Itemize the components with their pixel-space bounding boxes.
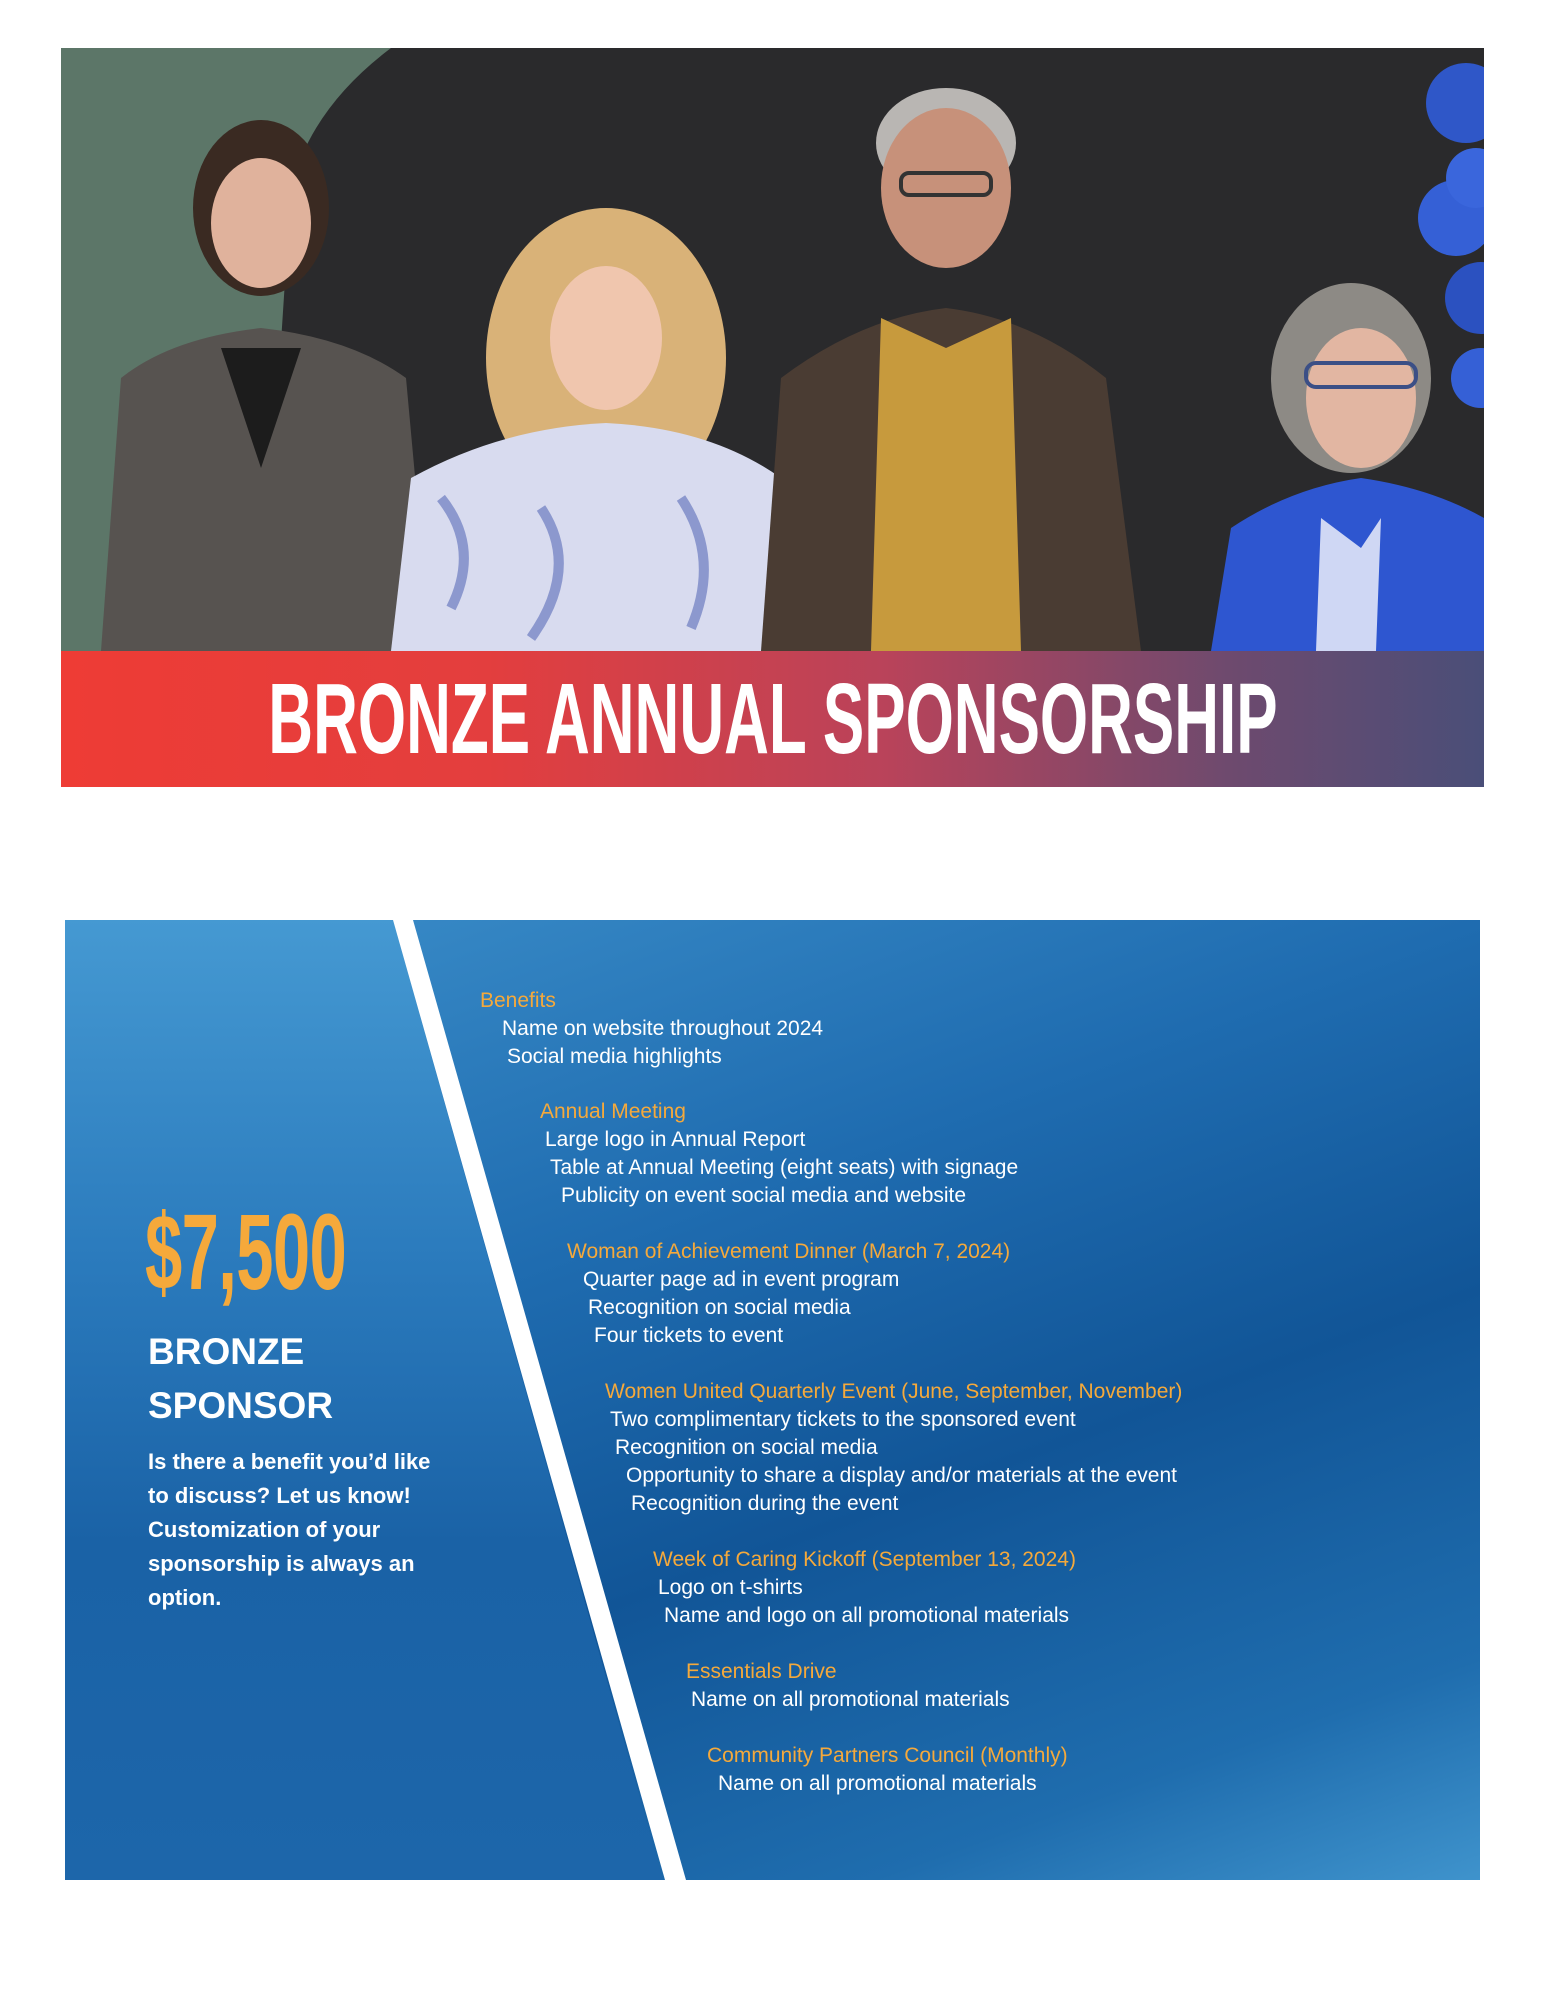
benefit-item: Name on all promotional materials: [691, 1688, 1010, 1711]
benefit-item: Two complimentary tickets to the sponsored event: [610, 1408, 1076, 1431]
benefit-item: Table at Annual Meeting (eight seats) with signage: [550, 1156, 1019, 1179]
section-heading: Community Partners Council (Monthly): [707, 1744, 1068, 1767]
benefit-item: Name and logo on all promotional materials: [664, 1604, 1070, 1627]
benefit-item: Logo on t-shirts: [658, 1576, 803, 1599]
sponsorship-price: $7,500: [145, 1191, 347, 1312]
benefit-item: Recognition on social media: [615, 1436, 878, 1459]
sponsorship-panel: [65, 920, 1480, 1880]
section-heading: Women United Quarterly Event (June, September, November): [605, 1380, 1183, 1403]
section-heading: Essentials Drive: [686, 1660, 837, 1683]
header-photo: [61, 48, 1484, 651]
benefit-item: Name on all promotional materials: [718, 1772, 1037, 1795]
banner-title: BRONZE ANNUAL SPONSORSHIP: [267, 663, 1278, 775]
sponsor-level-line1: BRONZE: [148, 1331, 305, 1372]
sponsor-level-line2: SPONSOR: [148, 1385, 334, 1426]
group-photo-illustration: [61, 48, 1484, 651]
section-heading: Benefits: [480, 989, 556, 1012]
section-heading: Week of Caring Kickoff (September 13, 2024): [653, 1548, 1076, 1571]
benefit-item: Quarter page ad in event program: [583, 1268, 900, 1291]
benefit-item: Large logo in Annual Report: [545, 1128, 806, 1151]
section-heading: Annual Meeting: [540, 1100, 686, 1123]
benefit-item: Opportunity to share a display and/or materials at the event: [626, 1464, 1177, 1487]
benefit-item: Publicity on event social media and website: [561, 1184, 967, 1207]
benefit-item: Name on website throughout 2024: [502, 1017, 824, 1040]
title-banner: [61, 651, 1484, 787]
benefit-item: Recognition on social media: [588, 1296, 851, 1319]
benefit-item: Four tickets to event: [594, 1324, 784, 1347]
customization-note: Is there a benefit you’d like to discuss? Let us know! Customization of your sponsorship is always an option.: [148, 1449, 431, 1610]
benefit-item: Recognition during the event: [631, 1492, 899, 1515]
benefits-list: [65, 920, 1480, 1880]
benefit-item: Social media highlights: [507, 1045, 722, 1068]
section-heading: Woman of Achievement Dinner (March 7, 2024): [567, 1240, 1011, 1263]
